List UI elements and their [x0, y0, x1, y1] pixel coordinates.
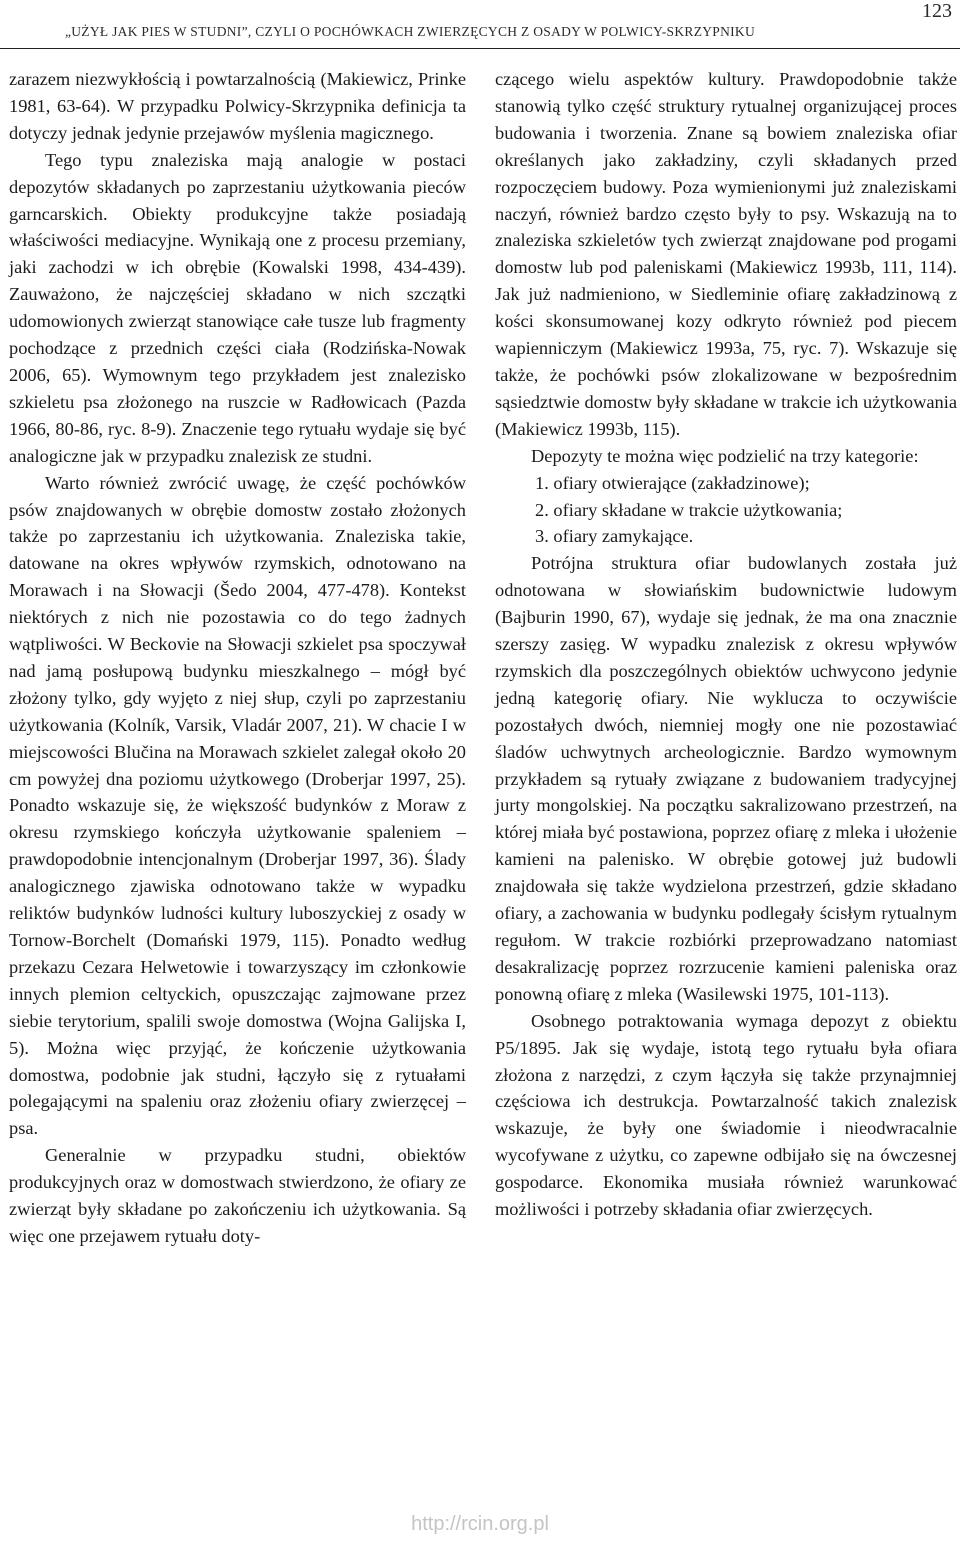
paragraph: Warto również zwrócić uwagę, że część pochówków psów znajdowanych w obrębie domostw zostało złożonych także po zaprzestaniu ich użytkowania. Znaleziska takie, datowane na okres wpływów rzymskich, odnotowano na Morawach i na Słowacji (Šedo 2004, 477-478). Kontekst niektórych z nich nie pozostawia co do tego żadnych wątpliwości. W Beckovie na Słowacji szkielet psa spoczywał nad jamą posłupową budynku mieszkalnego – mógł być złożony tylko, gdy wyjęto z niej słup, czyli po zaprzestaniu użytkowania (Kolník, Varsik, Vladár 2007, 21). W chacie I w miejscowości Blučina na Morawach szkielet zalegał około 20 cm powyżej dna poziomu użytkowego (Droberjar 1997, 25). Ponadto wskazuje się, że większość budynków z Moraw z okresu rzymskiego kończyła użytkowanie spaleniem – prawdopodobnie intencjonalnym (Droberjar 1997, 36). Ślady analogicznego zjawiska odnotowano także w wypadku reliktów budynków ludności kultury luboszyckiej z osady w Tornow-Borchelt (Domański 1979, 115). Ponadto według przekazu Cezara Helwetowie i towarzyszący im członkowie innych plemion celtyckich, opuszczając zajmowane przez siebie terytorium, spalili swoje domostwa (Wojna Galijska I, 5). Można więc przyjąć, że kończenie użytkowania domostwa, podobnie jak studni, łączyło się z rytuałami polegającymi na spaleniu oraz złożeniu ofiary zwierzęcej – psa.: [9, 472, 466, 1139]
paragraph: Potrójna struktura ofiar budowlanych została już odnotowana w słowiańskim budownictwie ludowym (Bajburin 1990, 67), wydaje się jednak, że ma ona znacznie szerszy zasięg. W wypadku znalezisk z okresu wpływów rzymskich dla poszczególnych obiektów uchwycono jedynie jedną kategorię ofiary. Nie wyklucza to oczywiście pozostałych dwóch, niemniej mogły one nie pozostawiać śladów uchwytnych archeologicznie. Bardzo wymownym przykładem są rytuały związane z budowaniem tradycyjnej jurty mongolskiej. Na początku sakralizowano przestrzeń, na której miała być postawiona, poprzez ofiarę z mleka i ułożenie kamieni na palenisko. W obrębie gotowej już budowli znajdowała się także wydzielona przestrzeń, gdzie składano ofiary, a zachowania w budynku podlegały ścisłym rytualnym regułom. W trakcie rozbiórki przeprowadzano natomiast desakralizację poprzez rozrzucenie kamieni paleniska oraz ponowną ofiarę z mleka (Wasilewski 1975, 101-113).: [495, 553, 957, 1004]
right-column: [495, 66, 957, 1223]
list-item: 3. ofiary zamykające.: [535, 526, 694, 547]
paragraph: Generalnie w przypadku studni, obiektów produkcyjnych oraz w domostwach stwierdzono, że ofiary ze zwierząt były składane po zakończeniu ich użytkowania. Są więc one przejawem rytuału doty-: [9, 1145, 466, 1246]
paragraph: Depozyty te można więc podzielić na trzy kategorie:: [531, 445, 919, 466]
paragraph: czącego wielu aspektów kultury. Prawdopodobnie także stanowią tylko część struktury rytualnej organizującej proces budowania i tworzenia. Znane są bowiem znaleziska ofiar określanych jako zakładziny, czyli składanych przed rozpoczęciem budowy. Poza wymienionymi już znaleziskami naczyń, również bardzo często były to psy. Wskazują na to znaleziska szkieletów tych zwierząt znajdowane pod progami domostw lub pod paleniskami (Makiewicz 1993b, 111, 114). Jak już nadmieniono, w Siedleminie ofiarę zakładzinową z kości skonsumowanej kozy odkryto również pod piecem wapienniczym (Makiewicz 1993a, 75, ryc. 7). Wskazuje się także, że pochówki psów zlokalizowane w bezpośrednim sąsiedztwie domostw były składane w trakcie ich użytkowania (Makiewicz 1993b, 115).: [495, 69, 957, 439]
list-item: 1. ofiary otwierające (zakładzinowe);: [535, 472, 810, 493]
page-number: 123: [922, 0, 952, 22]
watermark-url: http://rcin.org.pl: [411, 1513, 549, 1535]
paragraph: Tego typu znaleziska mają analogie w postaci depozytów składanych po zaprzestaniu użytkowania pieców garncarskich. Obiekty produkcyjne także posiadają właściwości mediacyjne. Wynikają one z procesu przemiany, jaki zachodzi w ich obrębie (Kowalski 1998, 434-439). Zauważono, że najczęściej składano w nich szczątki udomowionych zwierząt stanowiące całe tusze lub fragmenty pochodzące z przednich części ciała (Rodzińska-Nowak 2006, 65). Wymownym tego przykładem jest znalezisko szkieletu psa złożonego na ruszcie w Radłowicach (Pazda 1966, 80-86, ryc. 8-9). Znaczenie tego rytuału wydaje się być analogiczne jak w przypadku znalezisk ze studni.: [9, 149, 466, 466]
page-header: [0, 0, 960, 50]
left-column: [9, 66, 466, 1250]
list-item: 2. ofiary składane w trakcie użytkowania;: [535, 499, 843, 520]
paragraph: zarazem niezwykłością i powtarzalnością (Makiewicz, Prinke 1981, 63-64). W przypadku Polwicy-Skrzypnika definicja ta dotyczy jednak jedynie przejawów myślenia magicznego.: [9, 69, 466, 143]
paragraph: Osobnego potraktowania wymaga depozyt z obiektu P5/1895. Jak się wydaje, istotą tego rytuału była ofiara złożona z narzędzi, z czym łączyła się także przynajmniej częściowa ich destrukcja. Powtarzalność takich znalezisk wskazuje, że były one świadomie i nieodwracalnie wycofywane z użytku, co zapewne odbijało się na ówczesnej gospodarce. Ekonomika musiała również warunkować możliwości i potrzeby składania ofiar zwierzęcych.: [495, 1010, 957, 1220]
header-rule: [0, 48, 960, 49]
running-title: „UŻYŁ JAK PIES W STUDNI”, CZYLI O POCHÓWKACH ZWIERZĘCYCH Z OSADY W POLWICY-SKRZYPNIKU: [64, 24, 756, 39]
